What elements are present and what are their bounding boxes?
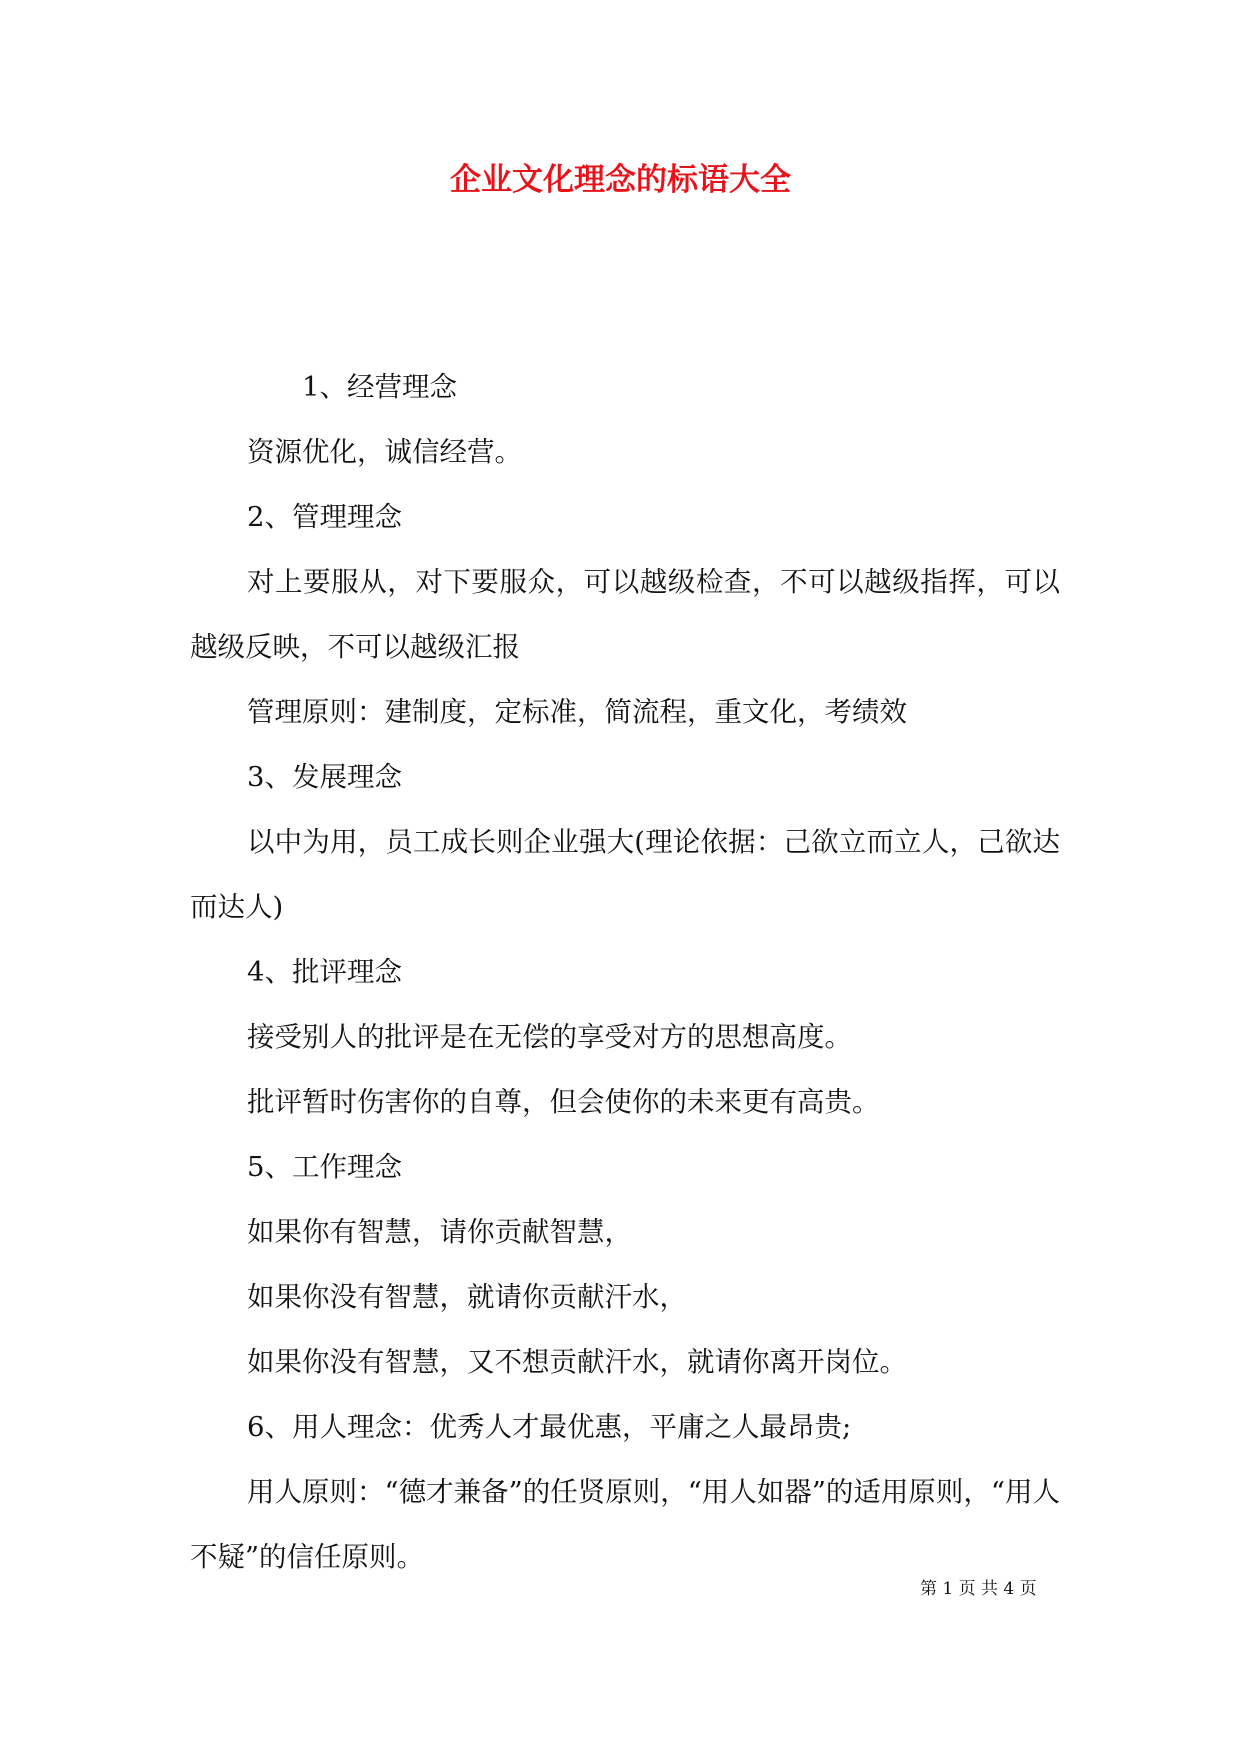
page-number-footer: 第 1 页 共 4 页 [920, 1579, 1037, 1599]
paragraph: 管理原则：建制度，定标准，简流程，重文化，考绩效 [247, 696, 907, 728]
paragraph: 如果你没有智慧，就请你贡献汗水， [247, 1281, 687, 1313]
paragraph: 以中为用，员工成长则企业强大(理论依据：己欲立而立人，己欲达而达人) [190, 826, 1060, 923]
heading-employment-philosophy: 6、用人理念：优秀人才最优惠，平庸之人最昂贵; [247, 1411, 852, 1443]
heading-management-philosophy: 2、管理理念 [247, 501, 402, 533]
paragraph: 批评暂时伤害你的自尊，但会使你的未来更有高贵。 [247, 1086, 880, 1118]
document-body [190, 355, 1060, 1590]
document-title: 企业文化理念的标语大全 [450, 162, 791, 198]
paragraph: 对上要服从，对下要服众，可以越级检查，不可以越级指挥，可以越级反映，不可以越级汇报 [190, 566, 1060, 663]
paragraph: 接受别人的批评是在无偿的享受对方的思想高度。 [247, 1021, 852, 1053]
paragraph: 用人原则：“德才兼备”的任贤原则，“用人如器”的适用原则，“用人不疑”的信任原则。 [190, 1476, 1060, 1573]
heading-criticism-philosophy: 4、批评理念 [247, 956, 402, 988]
paragraph: 资源优化，诚信经营。 [247, 436, 522, 468]
heading-development-philosophy: 3、发展理念 [247, 761, 402, 793]
paragraph: 如果你有智慧，请你贡献智慧， [247, 1216, 632, 1248]
heading-business-philosophy: 1、经营理念 [302, 371, 457, 403]
heading-work-philosophy: 5、工作理念 [247, 1151, 402, 1183]
paragraph: 如果你没有智慧，又不想贡献汗水，就请你离开岗位。 [247, 1346, 907, 1378]
